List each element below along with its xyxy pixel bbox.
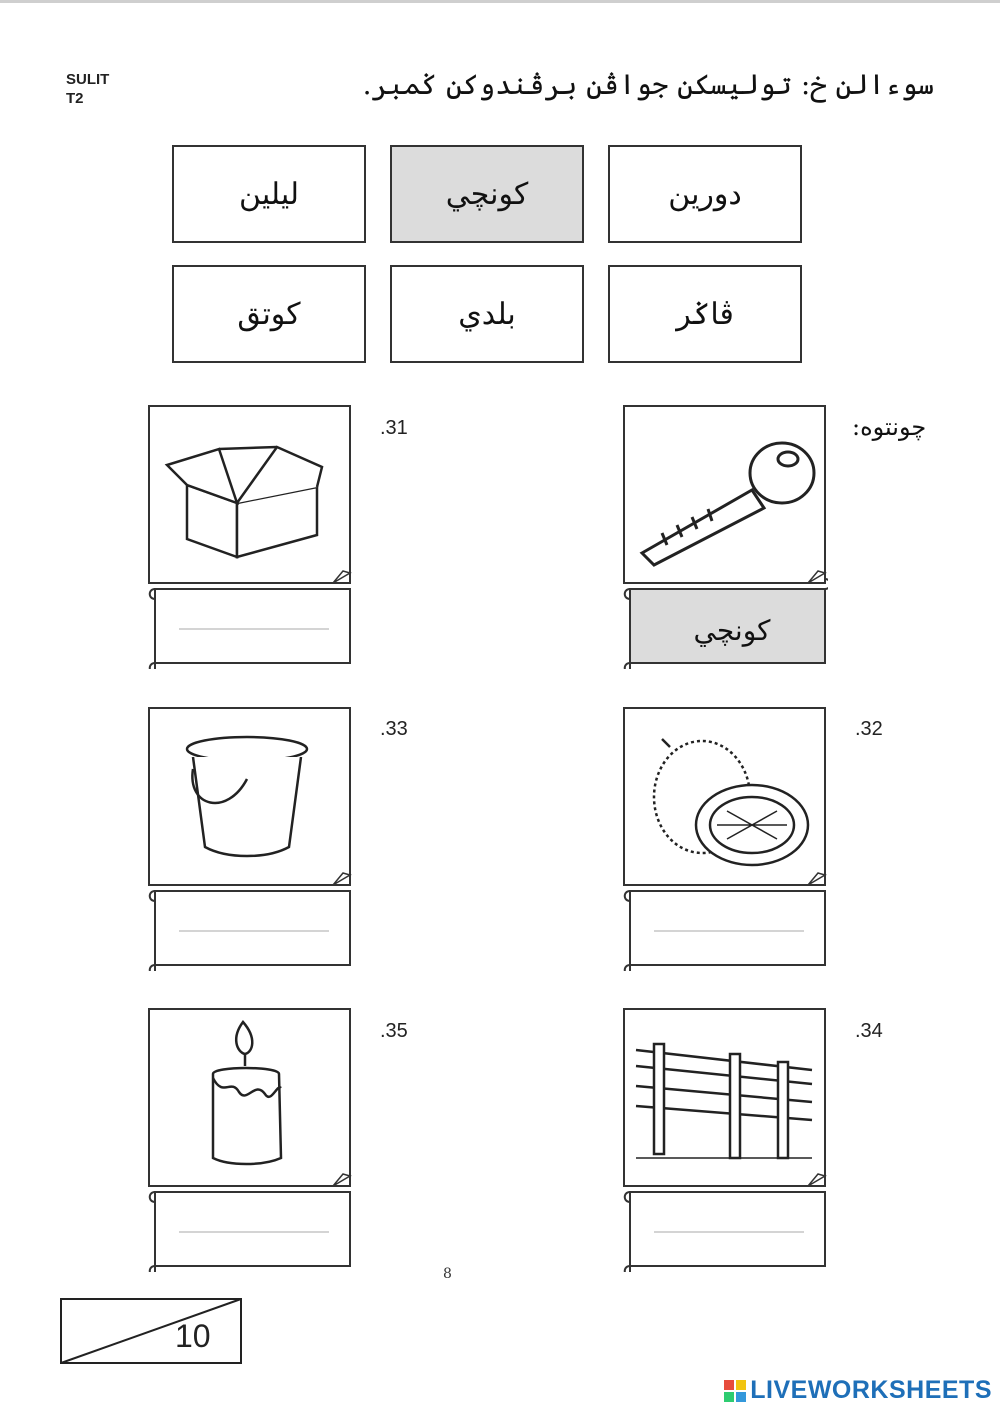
brand-logo bbox=[724, 1376, 992, 1405]
word-bank-item: کوتق bbox=[172, 265, 366, 363]
brand-text: LIVEWORKSHEETS bbox=[750, 1376, 992, 1404]
question-card-35 bbox=[147, 1008, 353, 1272]
question-card-31 bbox=[147, 405, 353, 669]
example-label: چونتوه: bbox=[852, 413, 927, 441]
question-number-34: .34 bbox=[855, 1020, 883, 1042]
question-card-32 bbox=[622, 707, 828, 971]
score-total: 10 bbox=[175, 1318, 211, 1354]
question-card-34 bbox=[622, 1008, 828, 1272]
answer-field-33[interactable] bbox=[165, 899, 349, 965]
word-bank-item-shaded: کونچي bbox=[390, 145, 584, 243]
brand-grid-icon bbox=[724, 1380, 746, 1402]
answer-field-32[interactable] bbox=[640, 899, 824, 965]
sulit-text: SULIT bbox=[66, 71, 110, 88]
answer-field-34[interactable] bbox=[640, 1200, 824, 1266]
answer-field-35[interactable] bbox=[165, 1200, 349, 1266]
question-number-33: .33 bbox=[380, 718, 408, 740]
top-border bbox=[0, 0, 1000, 3]
word-bank-item: بلدي bbox=[390, 265, 584, 363]
word-bank-item: ليلين bbox=[172, 145, 366, 243]
word-bank-item: دورين bbox=[608, 145, 802, 243]
paper-code: T2 bbox=[66, 90, 84, 107]
score-box bbox=[60, 1298, 242, 1364]
instruction: سوءالن خ: توليسکن جواڤن برڤندوکن ݢمبر. bbox=[362, 68, 934, 101]
page-number: 8 bbox=[443, 1266, 452, 1282]
question-card-33 bbox=[147, 707, 353, 971]
question-number-31: .31 bbox=[380, 417, 408, 439]
example-card bbox=[622, 405, 828, 669]
question-number-35: .35 bbox=[380, 1020, 408, 1042]
word-bank-item: ڤاݢر bbox=[608, 265, 802, 363]
answer-field-31[interactable] bbox=[165, 597, 349, 663]
sulit-label bbox=[66, 70, 109, 108]
bucket-icon bbox=[187, 737, 307, 856]
example-answer-field bbox=[640, 597, 824, 663]
question-number-32: .32 bbox=[855, 718, 883, 740]
